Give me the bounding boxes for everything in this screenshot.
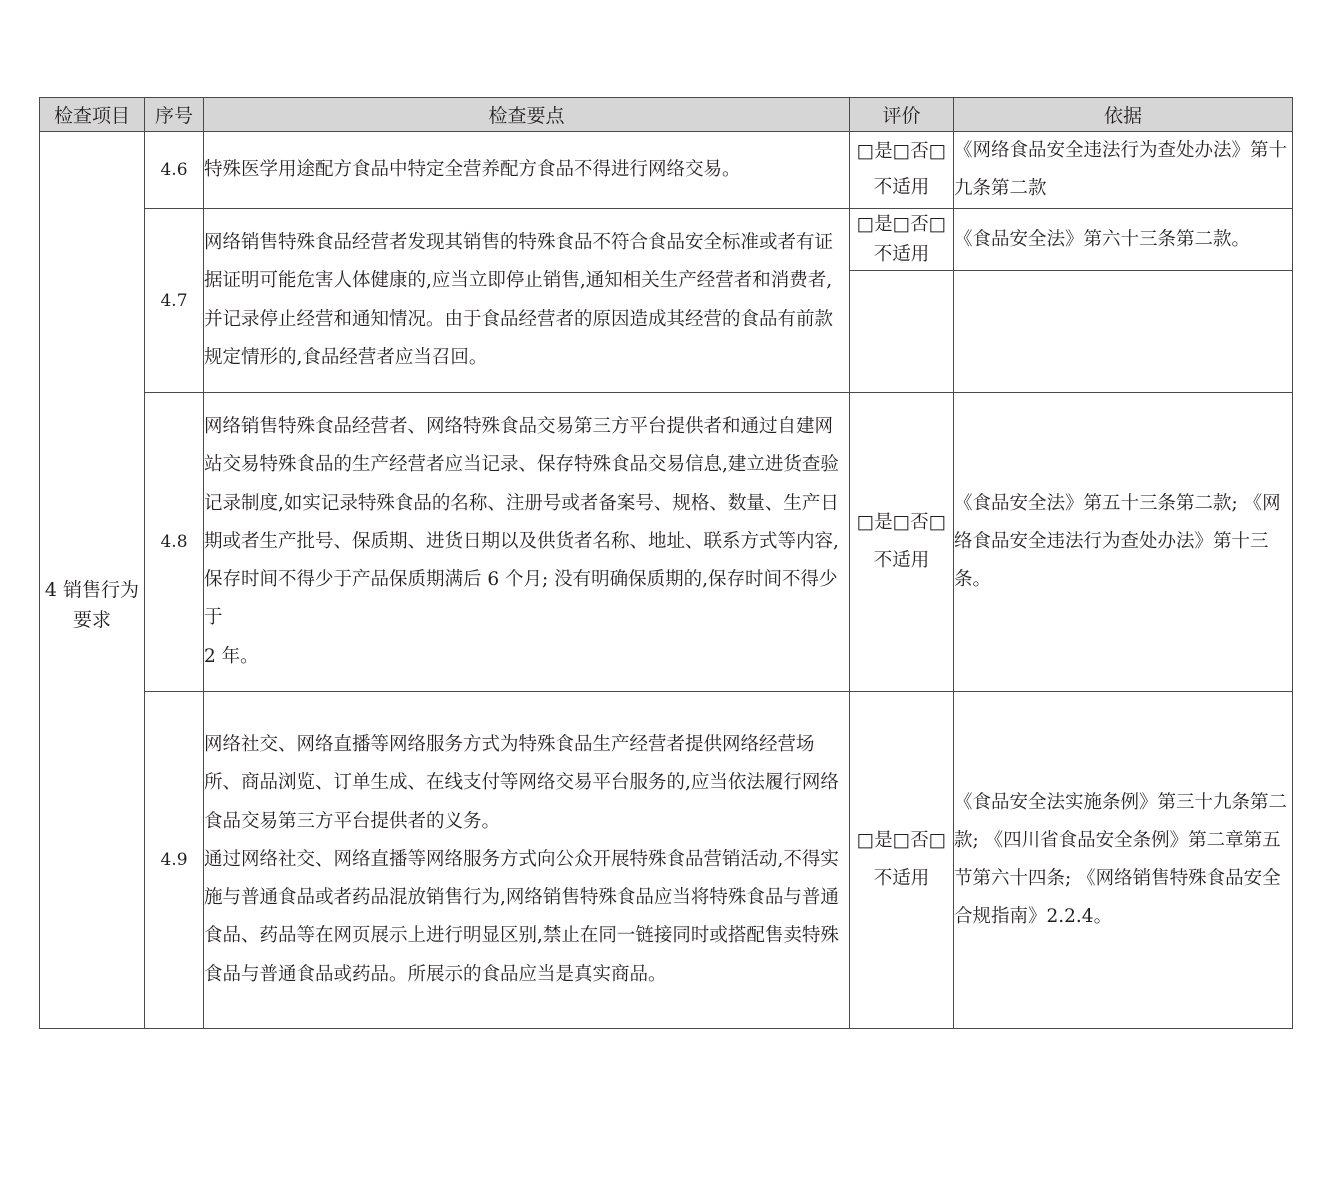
points-paragraph: 网络销售特殊食品经营者发现其销售的特殊食品不符合食品安全标准或者有证据证明可能危害人体健康的,应当立即停止销售,通知相关生产经营者和消费者,并记录停止经营和通知情况。由于食品经营者的原因造成其经营的食品有前款规定情形的,食品经营者应当召回。 (204, 231, 834, 368)
table-row (40, 393, 1293, 692)
evaluation-cell (850, 132, 954, 209)
evaluation-options[interactable]: □是□否□ (856, 141, 947, 162)
header-seq: 序号 (145, 98, 204, 132)
category-cell (40, 132, 145, 1029)
table-row (40, 209, 1293, 271)
evaluation-na: 不适用 (873, 177, 930, 198)
category-line: 4 销售行为 (44, 579, 140, 601)
points-cell (204, 132, 850, 209)
header-basis: 依据 (954, 98, 1293, 132)
table-row (40, 692, 1293, 1029)
points-cell (204, 209, 850, 393)
evaluation-na: 不适用 (873, 868, 930, 889)
evaluation-na: 不适用 (873, 243, 930, 265)
points-paragraph: 食品与普通食品或药品。所展示的食品应当是真实商品。 (204, 963, 667, 985)
empty-basis-cell (954, 271, 1293, 393)
points-cell (204, 393, 850, 692)
seq-cell: 4.9 (145, 692, 204, 1029)
points-paragraph: 网络社交、网络直播等网络服务方式为特殊食品生产经营者提供网络经营场所、商品浏览、订单生成、在线支付等网络交易平台服务的,应当依法履行网络食品交易第三方平台提供者的义务。 (204, 733, 839, 832)
points-cell (204, 692, 850, 1029)
evaluation-options[interactable]: □是□否□ (856, 213, 947, 235)
points-paragraph: 2 年。 (204, 645, 259, 667)
basis-cell: 《食品安全法实施条例》第三十九条第二款; 《四川省食品安全条例》第二章第五节第六十四条; 《网络销售特殊食品安全合规指南》2.2.4。 (954, 692, 1293, 1029)
evaluation-options[interactable]: □是□否□ (856, 512, 947, 533)
points-paragraph: 网络销售特殊食品经营者、网络特殊食品交易第三方平台提供者和通过自建网站交易特殊食品的生产经营者应当记录、保存特殊食品交易信息,建立进货查验记录制度,如实记录特殊食品的名称、注册号或者备案号、规格、数量、生产日期或者生产批号、保质期、进货日期以及供货者名称、地址、联系方式等内容,保存时间不得少于产品保质期满后 6 个月; 没有明确保质期的,保存时间不得少于 (204, 415, 839, 629)
header-evaluation: 评价 (850, 98, 954, 132)
evaluation-cell (850, 692, 954, 1029)
evaluation-options[interactable]: □是□否□ (856, 830, 947, 851)
evaluation-na: 不适用 (873, 550, 930, 571)
header-points: 检查要点 (204, 98, 850, 132)
points-paragraph: 通过网络社交、网络直播等网络服务方式向公众开展特殊食品营销活动,不得实施与普通食品或者药品混放销售行为,网络销售特殊食品应当将特殊食品与普通食品、药品等在网页展示上进行明显区别,禁止在同一链接同时或搭配售卖特殊 (204, 848, 839, 947)
header-row (40, 98, 1293, 132)
evaluation-cell (850, 393, 954, 692)
evaluation-cell (850, 209, 954, 271)
basis-cell: 《食品安全法》第六十三条第二款。 (954, 209, 1293, 271)
table-row (40, 132, 1293, 209)
seq-cell: 4.8 (145, 393, 204, 692)
inspection-table (39, 97, 1293, 1029)
basis-cell: 《食品安全法》第五十三条第二款; 《网络食品安全违法行为查处办法》第十三条。 (954, 393, 1293, 692)
empty-evaluation-cell (850, 271, 954, 393)
points-paragraph: 特殊医学用途配方食品中特定全营养配方食品不得进行网络交易。 (204, 158, 741, 180)
category-line: 要求 (72, 609, 111, 631)
seq-cell: 4.6 (145, 132, 204, 209)
header-category: 检查项目 (40, 98, 145, 132)
seq-cell: 4.7 (145, 209, 204, 393)
basis-cell: 《网络食品安全违法行为查处办法》第十九条第二款 (954, 132, 1293, 209)
